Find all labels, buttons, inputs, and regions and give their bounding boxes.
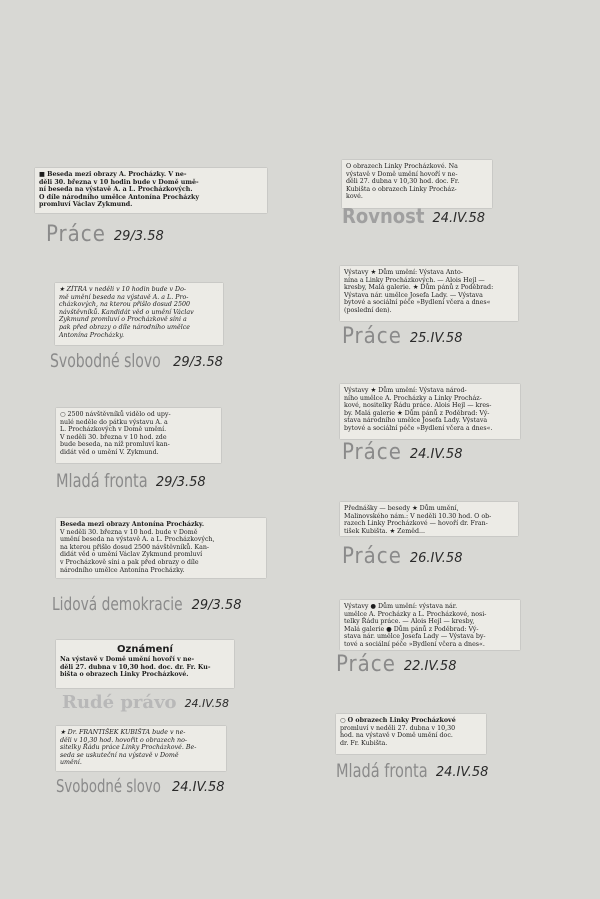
clip-line: L. Procházkových v Domě umění. — [60, 426, 167, 434]
clip-line: didát věd o umění Václav Zykmund promluví — [60, 551, 203, 559]
clip-line: didát věd o umění V. Zykmund. — [60, 448, 159, 456]
clip-line: hod. na výstavě v Domě umění doc. — [340, 732, 453, 740]
clip-line: národního umělce Antonína Procházky. — [60, 566, 185, 574]
clip-line: děli v 10,30 hod. hovořit o obrazech no- — [60, 736, 187, 744]
clip-line: bytové a sociální péče »Bydlení včera a dnes«. — [344, 424, 493, 432]
clip-line: ○ 2500 návštěvníků vidělo od upy- — [60, 411, 171, 418]
publication-name: Svobodné slovo — [50, 350, 161, 372]
clip-line: v Procházkově síni a pak před obrazy o díle — [60, 558, 199, 566]
source-label — [46, 224, 164, 246]
publication-name: Rudé právo — [62, 692, 177, 713]
clip-line: Kubišta o obrazech Linky Procház- — [346, 185, 457, 193]
publication-name: Práce — [46, 222, 106, 247]
clipping-date: 29/3.58 — [191, 598, 242, 613]
clip-line: nulé neděle do pátku výstavu A. a — [60, 418, 168, 426]
clip-line: umění. — [60, 759, 82, 767]
clip-line: umělce A. Procházky a L. Procházkové, nosi- — [344, 610, 487, 618]
clip-line: razech Linky Procházkové — hovoří dr. Fran- — [344, 520, 488, 528]
clip-line: seda se uskuteční na výstavě v Domě — [60, 751, 179, 759]
clipping-date: 25.IV.58 — [409, 331, 463, 346]
clipping-date: 29/3.58 — [155, 475, 206, 490]
clip-line: pak před obrazy o díle národního umělce — [59, 323, 191, 331]
clip-line: V neděli 30. března v 10 hod. bude v Domě — [60, 528, 198, 536]
clip-line: návštěvníků. Kandidát věd o umění Václav — [59, 308, 194, 316]
source-label — [342, 206, 485, 226]
clip-line: Výstavy ★ Dům umění: Výstava národ- — [344, 387, 467, 394]
clip-line: kové. — [346, 193, 363, 201]
source-label — [56, 472, 206, 491]
clipping-prace-1 — [35, 168, 267, 213]
publication-name: Práce — [342, 324, 402, 349]
source-label — [342, 546, 462, 568]
clip-line: nína a Linky Procházkových. — Alois Hejl — — [344, 276, 485, 284]
publication-name: Lidová demokracie — [52, 594, 183, 615]
clip-line: ního umělce A. Procházky a Linky Procház- — [344, 394, 482, 402]
clip-line: na kterou přišlo dosud 2500 návštěvníků. Kan- — [60, 543, 210, 551]
clip-line: ★ Dr. FRANTIŠEK KUBIŠTA bude v ne- — [60, 729, 186, 736]
clip-line: tišek Kubišta. ★ Zeměd... — [344, 527, 425, 535]
clip-line: Na výstavě v Domě umění hovoří v ne- — [60, 656, 195, 663]
clipping-date: 29/3.58 — [173, 355, 223, 370]
clip-line: O obrazech Linky Procházkové. Na — [346, 163, 458, 170]
publication-name: Mladá fronta — [56, 470, 148, 492]
clip-line: Výstava nár. umělce Josefa Lady. — Výstava — [344, 291, 483, 299]
publication-name: Práce — [342, 440, 402, 465]
clip-line: Zykmund promluví o Procházkově síni a — [59, 316, 187, 324]
clip-line: sitelky Řádu práce Linky Procházkové. Be- — [60, 744, 197, 752]
clip-line: děli 27. dubna v 10,30 hod. doc. dr. Fr. Ku- — [60, 663, 211, 671]
clip-line: kresby, Malá galerie. ★ Dům pánů z Poděbrad: — [344, 284, 494, 292]
clip-line: ○ O obrazech Linky Procházkové — [340, 717, 456, 724]
source-label — [50, 352, 223, 371]
clipping-prace-4 — [340, 502, 518, 536]
clipping-prace-2 — [340, 266, 518, 321]
clip-line: V neděli 30. března v 10 hod. zde — [60, 433, 167, 441]
clip-line: Výstavy ● Dům umění: výstava nár. — [344, 603, 458, 610]
clipping-svobodne-slovo-2 — [56, 726, 226, 771]
clip-line: O díle národního umělce Antonína Procházky — [39, 193, 199, 201]
clipping-prace-3 — [340, 384, 520, 439]
clip-line: děli 27. dubna v 10,30 hod. doc. Fr. — [346, 178, 460, 186]
clip-line: Přednášky — besedy ★ Dům umění, — [344, 505, 459, 512]
clip-line: Beseda mezi obrazy Antonína Procházky. — [60, 521, 205, 528]
clipping-date: 24.IV.58 — [184, 697, 230, 710]
clip-line: bytové a sociální péče »Bydlení včera a dnes« — [344, 299, 491, 307]
clip-line: promluví Václav Zykmund. — [39, 201, 133, 209]
clip-line: dr. Fr. Kubišta. — [340, 739, 388, 747]
clipping-mlada-fronta-2 — [336, 714, 486, 754]
clip-line: (poslední den). — [344, 306, 392, 314]
source-label — [56, 778, 225, 796]
clipping-prace-5 — [340, 600, 520, 650]
publication-name: Práce — [342, 544, 402, 569]
clip-line: mě umění beseda na výstavě A. a L. Pro- — [59, 293, 189, 301]
clipping-date: 26.IV.58 — [409, 551, 463, 566]
clip-line: ní beseda na výstavě A. a L. Procházkových. — [39, 186, 193, 194]
clipping-lidova-demokracie — [56, 518, 266, 578]
clip-line: děli 30. března v 10 hodin bude v Domě umě- — [39, 178, 199, 186]
clip-line: Malá galerie ● Dům pánů z Poděbrad: Vý- — [344, 625, 479, 633]
source-label — [336, 762, 488, 781]
clipping-date: 24.IV.58 — [171, 780, 225, 795]
clip-line: by. Malá galerie ★ Dům pánů z Poděbrad: Vý- — [344, 409, 490, 417]
clipping-svobodne-slovo-1 — [55, 283, 223, 345]
source-label — [52, 596, 241, 614]
clipping-mlada-fronta-1 — [56, 408, 221, 463]
clipping-date: 24.IV.58 — [432, 211, 486, 226]
clip-line: bišta o obrazech Linky Procházkové. — [60, 671, 189, 679]
clip-line: telky Řádu práce. — Alois Hejl — kresby, — [344, 618, 475, 626]
source-label — [336, 654, 456, 676]
source-label — [62, 694, 229, 712]
clip-line: cházkových, na kterou přišlo dosud 2500 — [59, 301, 190, 309]
clipping-rude-pravo — [56, 640, 234, 688]
clip-line: Antonína Procházky. — [59, 331, 125, 339]
clip-line: Malinovského nám.: V neděli 10.30 hod. O ob- — [344, 512, 492, 520]
clip-line: Výstavy ★ Dům umění: Výstava Anto- — [344, 269, 463, 276]
source-label — [342, 326, 462, 348]
publication-name: Práce — [336, 652, 396, 677]
clip-line: umění beseda na výstavě A. a L. Procházkových, — [60, 536, 215, 544]
clipping-date: 22.IV.58 — [403, 659, 457, 674]
clip-line: výstavě v Domě umění hovoří v ne- — [346, 170, 458, 178]
clip-line: ★ ZÍTRA v neděli v 10 hodin bude v Do- — [59, 286, 187, 293]
clipping-heading: Oznámení — [117, 644, 173, 655]
clip-line: stava národního umělce Josefa Lady. Výstava — [344, 417, 488, 425]
publication-name: Svobodné slovo — [56, 776, 161, 797]
clip-line: kové, nositelky Řádu práce. Alois Hejl — kres- — [344, 402, 492, 410]
clip-line: promluví v neděli 27. dubna v 10,30 — [340, 724, 456, 732]
clipping-rovnost — [342, 160, 492, 208]
clipping-date: 24.IV.58 — [409, 447, 463, 462]
clip-line: ■ Beseda mezi obrazy A. Procházky. V ne- — [39, 171, 187, 178]
clip-line: tové a sociální péče »Bydlení včera a dnes«. — [344, 640, 485, 648]
clip-line: stava nár. umělce Josefa Lady — Výstava by- — [344, 633, 486, 641]
clipping-date: 24.IV.58 — [435, 765, 489, 780]
source-label — [342, 442, 462, 464]
clipping-date: 29/3.58 — [113, 229, 164, 244]
publication-name: Rovnost — [342, 204, 425, 228]
clip-line: bude beseda, na níž promluví kan- — [60, 441, 170, 449]
publication-name: Mladá fronta — [336, 760, 428, 782]
